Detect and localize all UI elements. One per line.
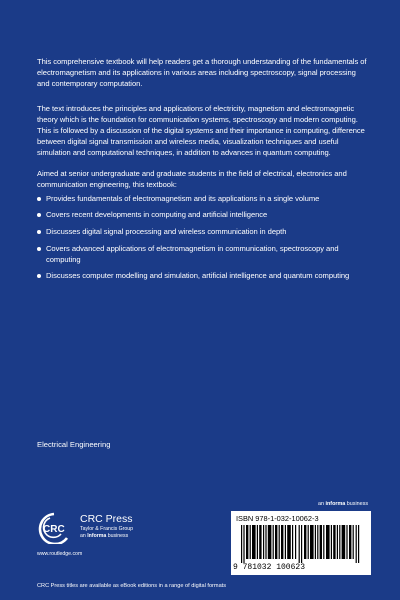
informa-suffix: business (346, 501, 369, 507)
blurb-paragraph-1: This comprehensive textbook will help readers get a thorough understanding of the fundamentals of electromagnetism and its applications in various areas including spectroscopy, signal processing and contemporary computation. (37, 57, 367, 88)
logo-text: CRC (43, 524, 65, 535)
bullet-icon (37, 197, 41, 201)
informa-brand: informa (325, 501, 346, 507)
list-item (37, 226, 369, 237)
list-item-text: Discusses computer modelling and simulation, artificial intelligence and quantum computing (46, 271, 350, 280)
crc-logo-icon (37, 512, 75, 544)
list-item (37, 193, 369, 204)
blurb-paragraph-2: The text introduces the principles and applications of electricity, magnetism and electromagnetic theory which is the foundation for communication systems, spectroscopy and modern computing. This is followed by a discussion of the digital systems and their importance in computing, difference between digital signal transmission and wireless media, visualization techniques and useful simulation and computational techniques, in addition to advances in quantum computing. (37, 104, 365, 157)
list-item-text: Provides fundamentals of electromagnetism and its applications in a single volume (46, 194, 320, 203)
barcode-icon (241, 525, 361, 563)
bullet-icon (37, 274, 41, 278)
subject-category: Electrical Engineering (37, 440, 111, 449)
isbn-number: ISBN 978-1-032-10062-3 (236, 514, 319, 523)
ebook-note: CRC Press titles are available as eBook editions in a range of digital formats (37, 583, 227, 589)
barcode-digits: 9 781032 100623 (233, 563, 306, 572)
informa-prefix: an (80, 533, 86, 539)
list-item (37, 243, 369, 265)
publisher-url: www.routledge.com (37, 551, 83, 557)
informa-brand: Informa (87, 533, 107, 539)
bullet-icon (37, 230, 41, 234)
publisher-informa-line (80, 533, 128, 540)
informa-prefix: an (318, 501, 324, 507)
list-item (37, 270, 369, 281)
bullet-icon (37, 213, 41, 217)
informa-suffix: business (107, 533, 129, 539)
list-item-text: Covers recent developments in computing and artificial intelligence (46, 210, 268, 219)
blurb-paragraph-3: Aimed at senior undergraduate and graduate students in the field of electrical, electronics and communication engineering, this textbook: (37, 169, 347, 189)
publisher-group: Taylor & Francis Group (80, 526, 134, 532)
bullet-icon (37, 247, 41, 251)
isbn-barcode (231, 511, 371, 575)
list-item-text: Covers advanced applications of electromagnetism in communication, spectroscopy and computing (46, 244, 339, 264)
list-item (37, 209, 369, 220)
publisher-name: CRC Press (80, 513, 133, 525)
list-item-text: Discusses digital signal processing and wireless communication in depth (46, 227, 287, 236)
informa-tag (318, 501, 368, 508)
